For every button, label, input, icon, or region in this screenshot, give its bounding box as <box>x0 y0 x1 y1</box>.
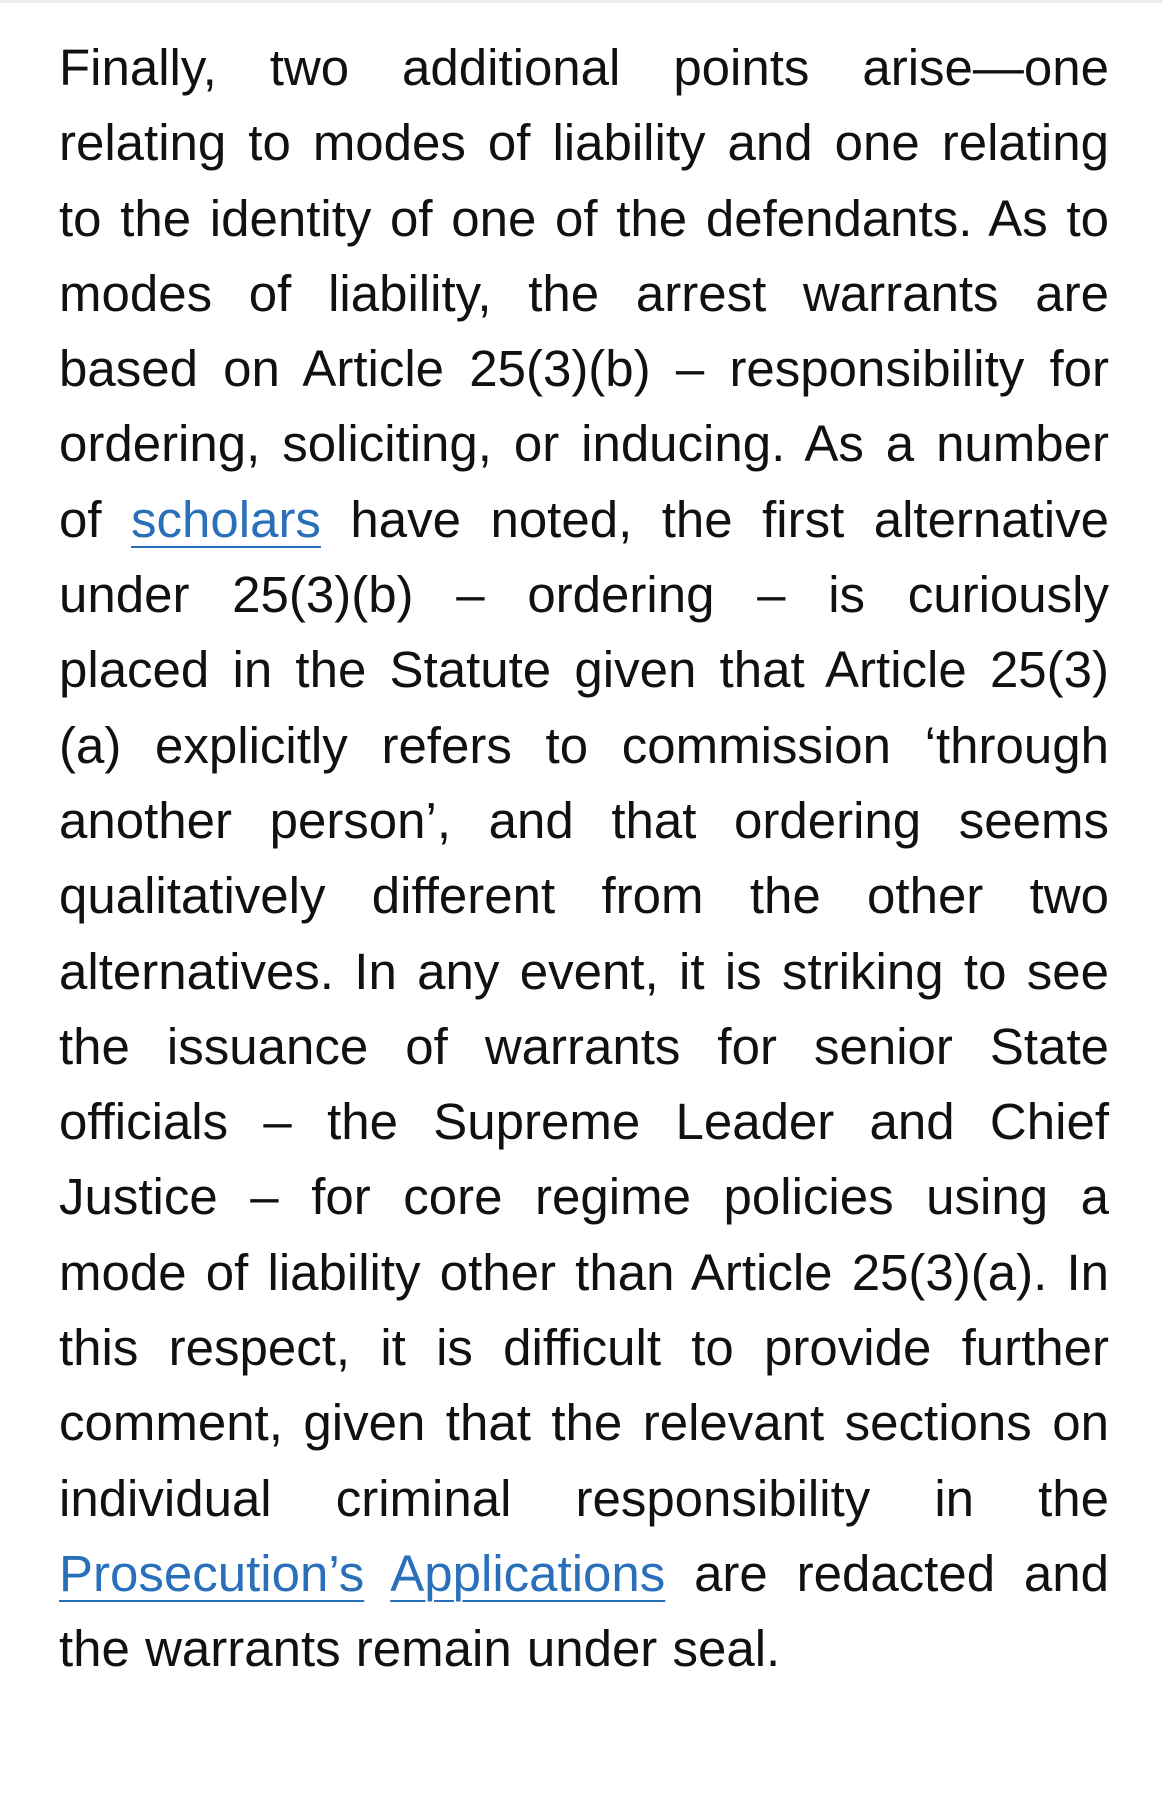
paragraph-text-4: are redacted and the warrants remain under seal. <box>59 1544 1109 1678</box>
applications-link[interactable]: Applications <box>390 1544 666 1602</box>
top-divider <box>0 0 1163 3</box>
scholars-link[interactable]: scholars <box>131 490 321 548</box>
body-paragraph <box>59 30 1109 1687</box>
article-body <box>59 30 1109 1687</box>
prosecutions-link[interactable]: Prosecution’s <box>59 1544 365 1602</box>
paragraph-text-2: have noted, the first alternative under 25(3)(b) – ordering – is curiously placed in the Statute given that Article 25(3)(a) explicitly refers to commission ‘through another person’, and that ordering seems qualitatively different from the other two alternatives. In any event, it is striking to see the issuance of warrants for senior State officials – the Supreme Leader and Chief Justice – for core regime policies using a mode of liability other than Article 25(3)(a). In this respect, it is difficult to provide further comment, given that the relevant sections on individual criminal responsibility in the <box>59 490 1110 1527</box>
paragraph-text-1: Finally, two additional points arise—one relating to modes of liability and one relating to the identity of one of the defendants. As to modes of liability, the arrest warrants are based on Article 25(3)(b) – responsibility for ordering, soliciting, or inducing. As a number of <box>59 39 1109 548</box>
paragraph-text-3 <box>364 1545 390 1602</box>
